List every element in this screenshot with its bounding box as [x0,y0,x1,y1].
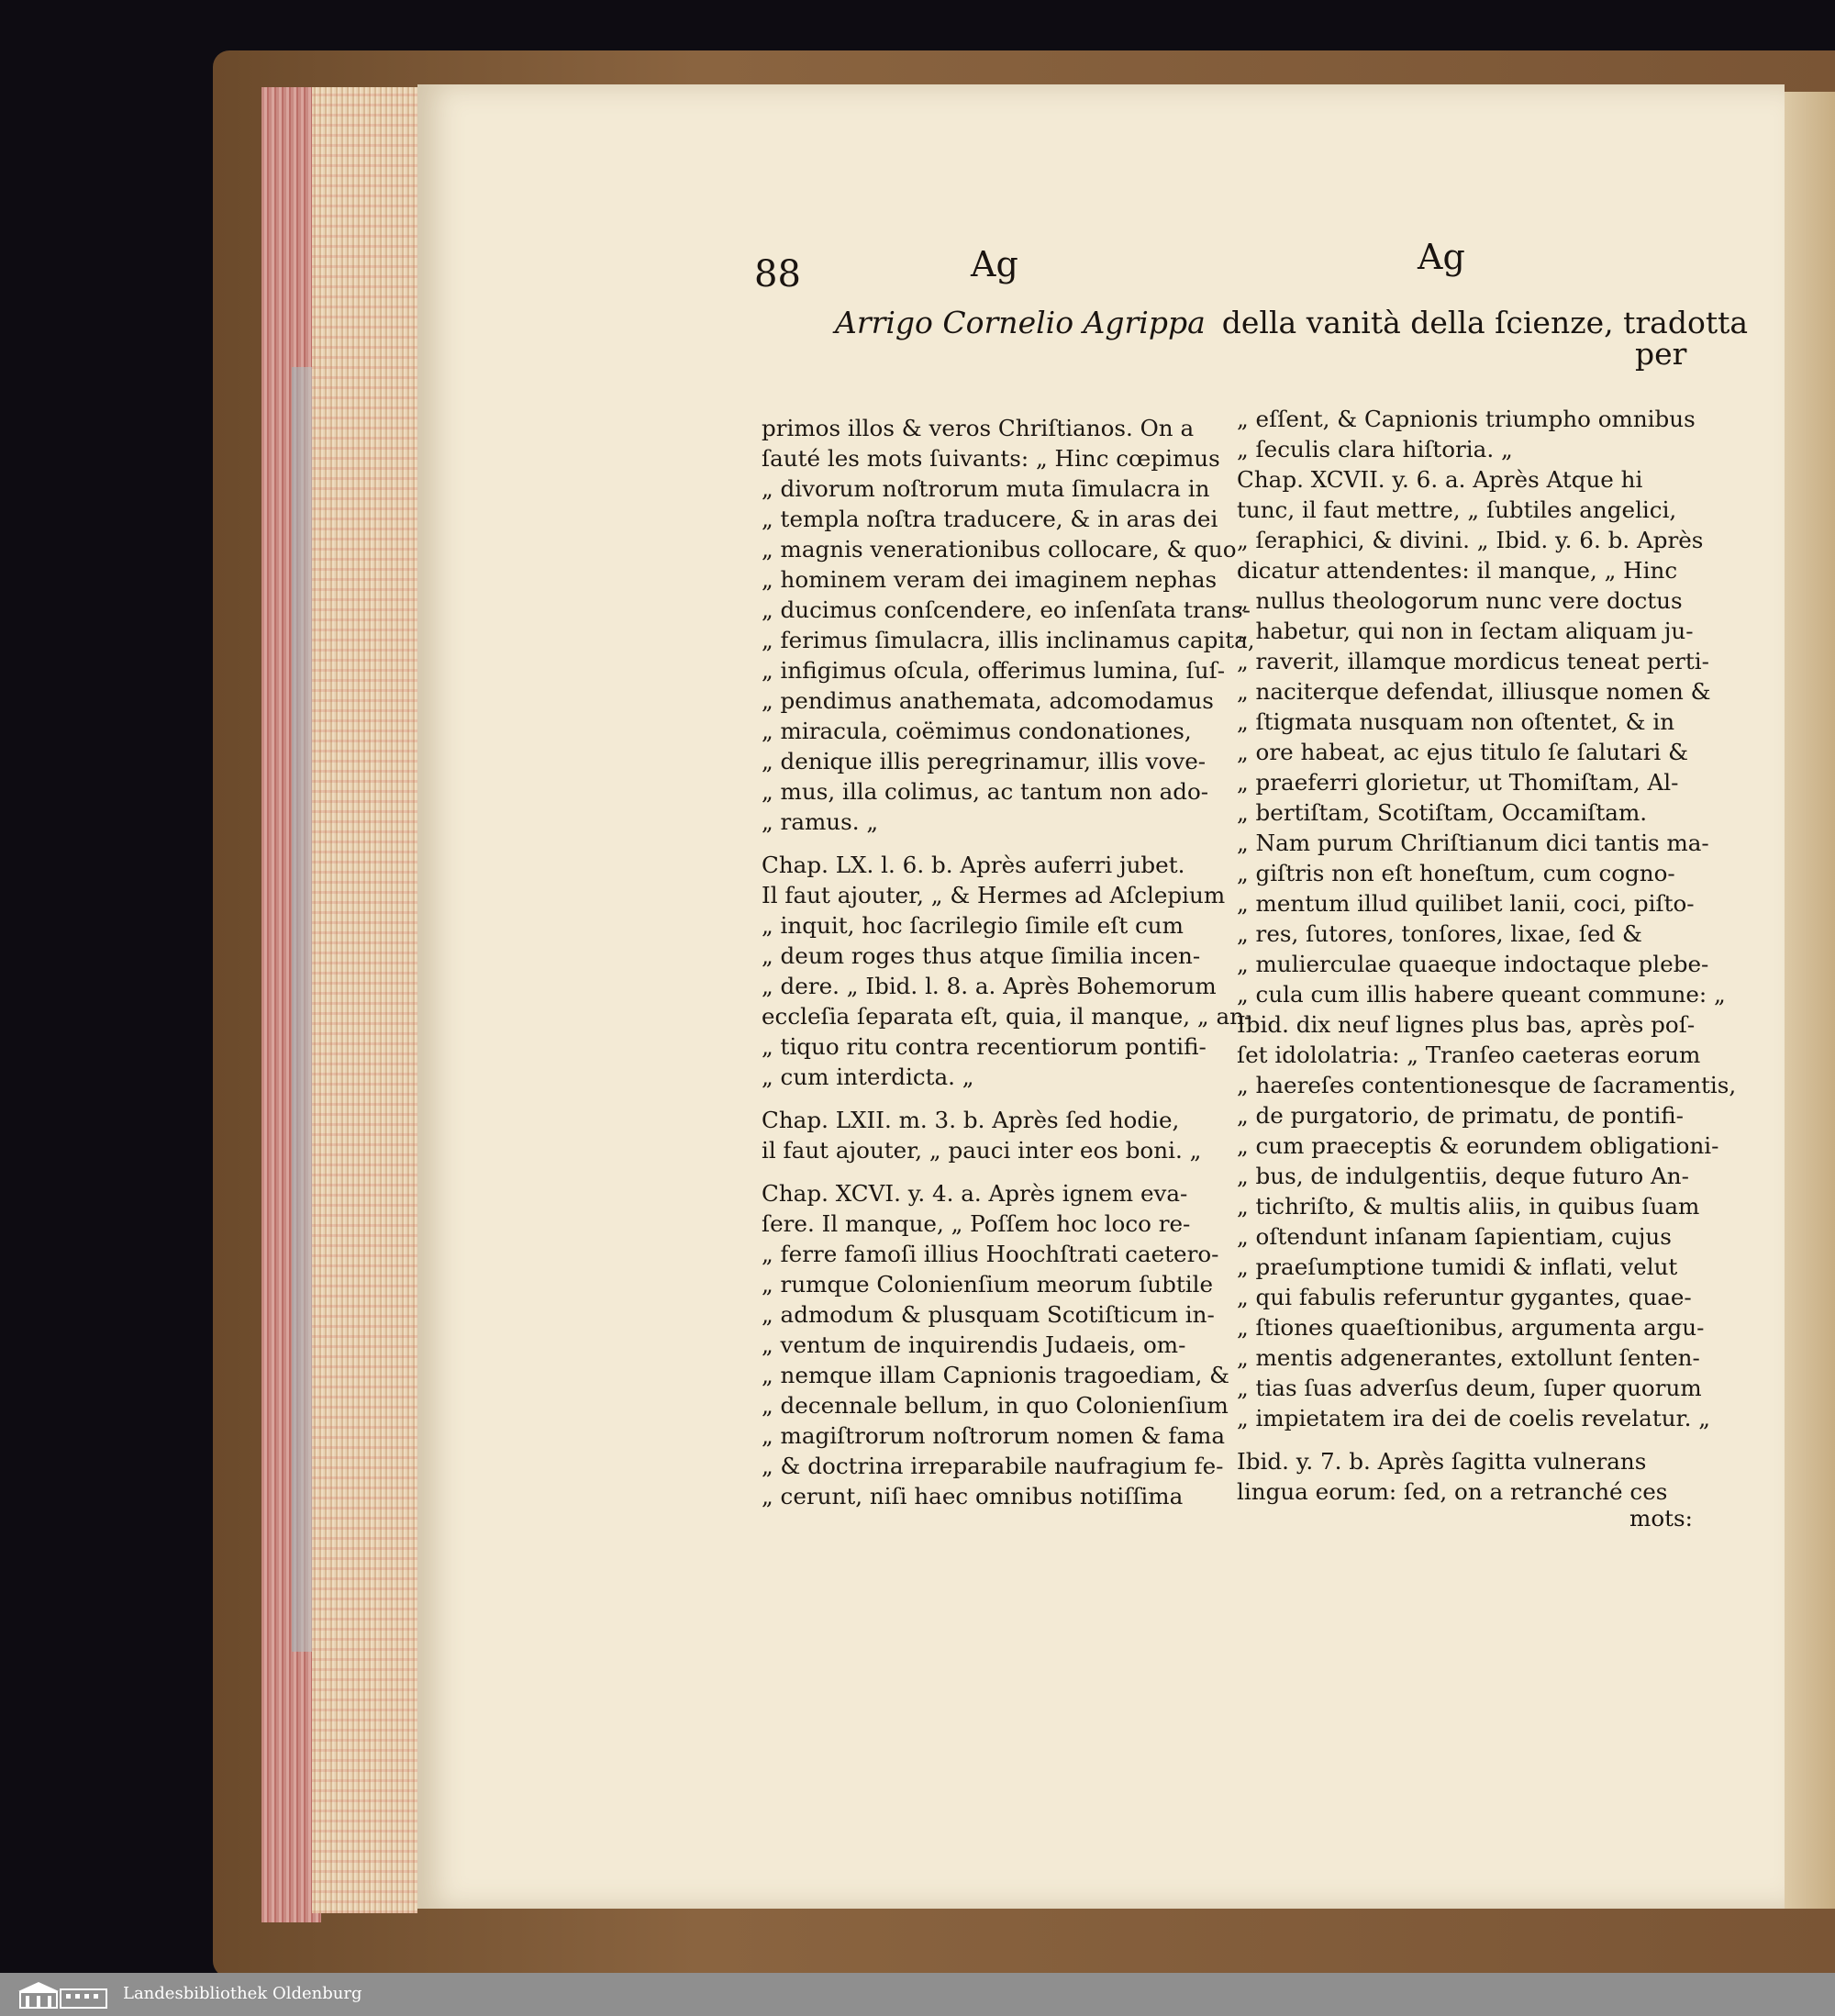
right-column [1237,404,1736,1507]
text-line: „ cerunt, niſi haec omnibus notiſſima [762,1483,1184,1509]
text-line: „ habetur, qui non in ſectam aliquam ju- [1237,618,1694,644]
text-line: „ ferre famoſi illius Hoochſtrati caetero- [762,1241,1219,1267]
text-line: „ & doctrina irreparabile naufragium fe- [762,1453,1224,1479]
text-line: „ Nam purum Chriſtianum dici tantis ma- [1237,830,1709,856]
text-line: dicatur attendentes: il manque, „ Hinc [1237,557,1678,584]
library-name: Landesbibliothek Oldenburg [123,1984,362,2003]
text-line: primos illos & veros Chriſtianos. On a [762,415,1195,441]
text-line: Chap. XCVII. y. 6. a. Après Atque hi [1237,466,1643,493]
text-line: „ nemque illam Capnionis tragoediam, & [762,1362,1230,1388]
text-line: „ mulierculae quaeque indoctaque plebe- [1237,951,1709,977]
entry-title [835,305,1748,340]
entry-title-rest: della vanità della ſcienze, tradotta [1221,305,1749,340]
text-line: „ res, ſutores, tonſores, lixae, ſed & [1237,920,1642,947]
text-line: „ haereſes contentionesque de ſacramentis, [1237,1072,1737,1098]
running-head-right: Ag [1418,237,1465,277]
catchword-bottom: mots: [1629,1505,1693,1531]
text-line: „ templa noſtra traducere, & in aras dei [762,506,1218,532]
text-line: „ tichriſto, & multis aliis, in quibus ſuam [1237,1193,1700,1220]
text-line: „ impietatem ira dei de coelis revelatur. „ [1237,1405,1710,1431]
text-line: „ ventum de inquirendis Judaeis, om- [762,1331,1186,1358]
text-line: „ cum interdicta. „ [762,1064,974,1090]
text-line: „ ducimus conſcendere, eo inſenſata trans- [762,596,1251,623]
text-line: ſet idololatria: „ Tranſeo caeteras eorum [1237,1041,1701,1068]
text-line: „ mentis adgenerantes, extollunt ſenten- [1237,1344,1700,1371]
text-line: „ bertiſtam, Scotiſtam, Occamiſtam. [1237,799,1648,826]
running-head-left: Ag [971,244,1018,284]
text-line: „ mus, illa colimus, ac tantum non ado- [762,778,1209,805]
text-line: „ qui fabulis referuntur gygantes, quae- [1237,1284,1692,1310]
text-line: „ denique illis peregrinamur, illis vove- [762,748,1207,774]
text-line: „ bus, de indulgentiis, deque futuro An- [1237,1163,1689,1189]
text-line: ſere. Il manque, „ Poſſem hoc loco re- [762,1210,1191,1237]
text-line: „ dere. „ Ibid. l. 8. a. Après Bohemorum [762,973,1217,999]
text-line: „ cula cum illis habere queant commune: „ [1237,981,1726,1008]
text-line: „ deum roges thus atque ſimilia incen- [762,942,1201,969]
text-line: Chap. XCVI. y. 4. a. Après ignem eva- [762,1180,1188,1207]
text-line: „ mentum illud quilibet lanii, coci, piſto- [1237,890,1695,917]
text-line: „ ſeculis clara hiſtoria. „ [1237,436,1513,462]
text-line: „ inquit, hoc ſacrilegio ſimile eſt cum [762,912,1184,939]
library-building-logo [17,1980,110,2010]
text-line: „ raverit, illamque mordicus teneat perti- [1237,648,1709,674]
text-line: „ cum praeceptis & eorundem obligationi- [1237,1132,1719,1159]
text-line: „ miracula, coëmimus condonationes, [762,718,1192,744]
text-line: Ibid. dix neuf lignes plus bas, après poſ- [1237,1011,1696,1038]
text-line: Chap. LXII. m. 3. b. Après ſed hodie, [762,1107,1180,1133]
text-line: „ ſeraphici, & divini. „ Ibid. y. 6. b. Après [1237,527,1704,553]
catchword-top: per [1635,336,1687,372]
text-line: „ magiſtrorum noſtrorum nomen & fama [762,1422,1226,1449]
text-line: eccleſia ſeparata eſt, quia, il manque, „ an- [762,1003,1252,1030]
text-line: „ infigimus oſcula, offerimus lumina, ſuſ- [762,657,1226,684]
text-line: „ tiquo ritu contra recentiorum pontifi- [762,1033,1207,1060]
entry-title-author: Arrigo Cornelio Agrippa [835,305,1206,340]
text-line: „ divorum noſtrorum muta ſimulacra in [762,475,1210,502]
text-line: „ praeſumptione tumidi & inflati, velut [1237,1253,1678,1280]
facing-page-edge [1785,92,1835,1909]
text-line: „ rumque Colonienſium meorum ſubtile [762,1271,1214,1298]
text-line: „ pendimus anathemata, adcomodamus [762,687,1214,714]
paragraph-gap [762,1165,1255,1178]
text-line: „ nullus theologorum nunc vere doctus [1237,587,1683,614]
library-footer-bar [0,1973,1835,2016]
paragraph-gap [762,1092,1255,1105]
text-line: „ praeferri glorietur, ut Thomiſtam, Al- [1237,769,1679,796]
text-line: „ ramus. „ [762,808,879,835]
text-line: „ eſſent, & Capnionis triumpho omnibus [1237,406,1696,432]
text-line: „ ſtigmata nusquam non oſtentet, & in [1237,708,1675,735]
text-line: „ naciterque defendat, illiusque nomen & [1237,678,1711,705]
text-line: „ tias ſuas adverſus deum, ſuper quorum [1237,1375,1702,1401]
text-line: Chap. LX. l. 6. b. Après auferri jubet. [762,852,1185,878]
text-line: „ decennale bellum, in quo Colonienſium [762,1392,1229,1419]
left-column [762,413,1255,1511]
text-line: il faut ajouter, „ pauci inter eos boni. „ [762,1137,1202,1164]
page-stack [312,87,417,1913]
text-line: ſauté les mots ſuivants: „ Hinc cœpimus [762,445,1220,472]
text-line: „ ferimus ſimulacra, illis inclinamus capita, [762,627,1255,653]
text-line: tunc, il faut mettre, „ ſubtiles angelici, [1237,496,1677,523]
text-line: Il faut ajouter, „ & Hermes ad Aſclepium [762,882,1226,908]
text-line: „ admodum & plusquam Scotiſticum in- [762,1301,1215,1328]
text-line: lingua eorum: ſed, on a retranché ces [1237,1478,1668,1505]
paragraph-gap [1237,1433,1736,1446]
text-line: „ magnis venerationibus collocare, & quo [762,536,1237,562]
text-line: „ hominem veram dei imaginem nephas [762,566,1218,593]
text-line: Ibid. y. 7. b. Après ſagitta vulnerans [1237,1448,1647,1475]
page-number: 88 [754,253,801,295]
text-line: „ de purgatorio, de primatu, de pontifi- [1237,1102,1684,1129]
text-line: „ oſtendunt inſanam ſapientiam, cujus [1237,1223,1672,1250]
text-line: „ ſtiones quaeſtionibus, argumenta argu- [1237,1314,1705,1341]
text-line: „ ore habeat, ac ejus titulo ſe ſalutari & [1237,739,1688,765]
paragraph-gap [762,837,1255,850]
text-line: „ giſtris non eſt honeſtum, cum cogno- [1237,860,1675,886]
